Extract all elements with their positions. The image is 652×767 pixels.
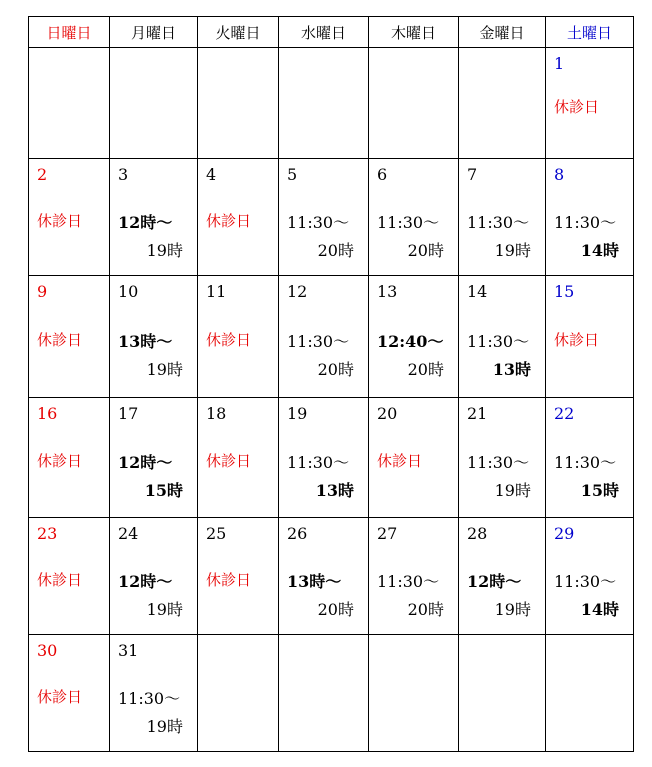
hours-end: 20時 xyxy=(407,600,444,619)
day-cell xyxy=(110,635,198,752)
closed-label: 休診日 xyxy=(37,212,83,230)
day-cell xyxy=(198,398,279,518)
week-row xyxy=(29,518,634,635)
hours-start: 13時～ xyxy=(118,332,173,351)
day-number: 5 xyxy=(287,165,298,184)
day-number: 22 xyxy=(554,404,575,423)
header-thursday: 木曜日 xyxy=(369,17,459,48)
day-cell xyxy=(279,398,369,518)
hours-start: 11:30～ xyxy=(377,572,440,591)
day-cell xyxy=(546,518,634,635)
day-cell xyxy=(546,276,634,398)
week-row xyxy=(29,159,634,276)
day-number: 24 xyxy=(118,524,139,543)
day-cell xyxy=(29,398,110,518)
closed-label: 休診日 xyxy=(554,98,600,116)
day-number: 19 xyxy=(287,404,308,423)
hours-start: 11:30～ xyxy=(467,213,530,232)
week-row xyxy=(29,276,634,398)
closed-label: 休診日 xyxy=(37,331,83,349)
calendar-table xyxy=(28,16,634,752)
hours-end: 19時 xyxy=(146,241,183,260)
week-row xyxy=(29,635,634,752)
day-number: 3 xyxy=(118,165,129,184)
day-cell xyxy=(369,518,459,635)
hours-end: 14時 xyxy=(580,600,619,619)
hours-end: 20時 xyxy=(317,241,354,260)
closed-label: 休診日 xyxy=(206,212,252,230)
day-number: 11 xyxy=(206,282,227,301)
hours-start: 12時～ xyxy=(118,572,173,591)
hours-start: 11:30～ xyxy=(377,213,440,232)
day-cell xyxy=(369,276,459,398)
day-number: 17 xyxy=(118,404,139,423)
closed-label: 休診日 xyxy=(206,452,252,470)
day-cell xyxy=(198,276,279,398)
closed-label: 休診日 xyxy=(377,452,423,470)
day-cell xyxy=(29,518,110,635)
hours-end: 19時 xyxy=(146,360,183,379)
hours-end: 19時 xyxy=(494,241,531,260)
hours-start: 12時～ xyxy=(118,213,173,232)
hours-start: 12時～ xyxy=(118,453,173,472)
day-number: 23 xyxy=(37,524,58,543)
hours-start: 12:40～ xyxy=(377,332,444,351)
day-number: 27 xyxy=(377,524,398,543)
day-cell xyxy=(279,159,369,276)
hours-end: 20時 xyxy=(317,600,354,619)
header-wednesday: 水曜日 xyxy=(279,17,369,48)
empty-day-cell xyxy=(29,48,110,159)
day-number: 20 xyxy=(377,404,398,423)
day-cell xyxy=(459,159,546,276)
day-cell xyxy=(459,398,546,518)
day-cell xyxy=(546,48,634,159)
hours-start: 11:30～ xyxy=(118,689,181,708)
day-cell xyxy=(279,518,369,635)
hours-end: 20時 xyxy=(407,241,444,260)
day-cell xyxy=(29,635,110,752)
closed-label: 休診日 xyxy=(37,452,83,470)
empty-day-cell xyxy=(546,635,634,752)
day-number: 9 xyxy=(37,282,48,301)
weekday-header-row xyxy=(29,17,634,48)
hours-end: 13時 xyxy=(492,360,531,379)
day-cell xyxy=(546,398,634,518)
closed-label: 休診日 xyxy=(554,331,600,349)
closed-label: 休診日 xyxy=(206,331,252,349)
day-number: 31 xyxy=(118,641,139,660)
empty-day-cell xyxy=(369,48,459,159)
day-number: 16 xyxy=(37,404,58,423)
header-tuesday: 火曜日 xyxy=(198,17,279,48)
day-number: 28 xyxy=(467,524,488,543)
empty-day-cell xyxy=(279,48,369,159)
closed-label: 休診日 xyxy=(37,571,83,589)
day-cell xyxy=(29,159,110,276)
day-number: 29 xyxy=(554,524,575,543)
hours-start: 11:30～ xyxy=(287,332,350,351)
day-number: 13 xyxy=(377,282,398,301)
day-number: 18 xyxy=(206,404,227,423)
empty-day-cell xyxy=(198,48,279,159)
hours-start: 11:30～ xyxy=(554,453,617,472)
hours-start: 11:30～ xyxy=(554,572,617,591)
day-cell xyxy=(29,276,110,398)
hours-start: 11:30～ xyxy=(554,213,617,232)
hours-start: 13時～ xyxy=(287,572,342,591)
day-cell xyxy=(110,398,198,518)
day-number: 14 xyxy=(467,282,488,301)
hours-end: 19時 xyxy=(146,600,183,619)
hours-start: 11:30～ xyxy=(287,213,350,232)
day-cell xyxy=(459,518,546,635)
day-number: 1 xyxy=(554,54,565,73)
empty-day-cell xyxy=(198,635,279,752)
day-cell xyxy=(198,518,279,635)
day-number: 25 xyxy=(206,524,227,543)
day-cell xyxy=(459,276,546,398)
day-cell xyxy=(110,276,198,398)
closed-label: 休診日 xyxy=(37,688,83,706)
week-row xyxy=(29,398,634,518)
day-cell xyxy=(369,398,459,518)
calendar-body xyxy=(29,48,634,752)
empty-day-cell xyxy=(459,48,546,159)
day-cell xyxy=(198,159,279,276)
hours-start: 12時～ xyxy=(467,572,522,591)
empty-day-cell xyxy=(279,635,369,752)
header-friday: 金曜日 xyxy=(459,17,546,48)
hours-end: 19時 xyxy=(494,481,531,500)
day-cell xyxy=(369,159,459,276)
day-cell xyxy=(546,159,634,276)
hours-start: 11:30～ xyxy=(467,453,530,472)
empty-day-cell xyxy=(369,635,459,752)
day-number: 6 xyxy=(377,165,388,184)
header-sunday: 日曜日 xyxy=(29,17,110,48)
day-cell xyxy=(110,518,198,635)
day-number: 21 xyxy=(467,404,488,423)
day-number: 26 xyxy=(287,524,308,543)
hours-start: 11:30～ xyxy=(287,453,350,472)
hours-end: 19時 xyxy=(146,717,183,736)
hours-end: 20時 xyxy=(317,360,354,379)
day-number: 30 xyxy=(37,641,58,660)
hours-end: 15時 xyxy=(580,481,619,500)
day-number: 12 xyxy=(287,282,308,301)
hours-end: 14時 xyxy=(580,241,619,260)
hours-start: 11:30～ xyxy=(467,332,530,351)
empty-day-cell xyxy=(459,635,546,752)
day-number: 15 xyxy=(554,282,575,301)
week-row xyxy=(29,48,634,159)
header-saturday: 土曜日 xyxy=(546,17,634,48)
hours-end: 13時 xyxy=(315,481,354,500)
day-number: 2 xyxy=(37,165,48,184)
day-cell xyxy=(110,159,198,276)
hours-end: 20時 xyxy=(407,360,444,379)
day-number: 7 xyxy=(467,165,478,184)
closed-label: 休診日 xyxy=(206,571,252,589)
hours-end: 19時 xyxy=(494,600,531,619)
hours-end: 15時 xyxy=(144,481,183,500)
empty-day-cell xyxy=(110,48,198,159)
day-number: 8 xyxy=(554,165,565,184)
header-monday: 月曜日 xyxy=(110,17,198,48)
day-number: 10 xyxy=(118,282,139,301)
day-number: 4 xyxy=(206,165,217,184)
day-cell xyxy=(279,276,369,398)
